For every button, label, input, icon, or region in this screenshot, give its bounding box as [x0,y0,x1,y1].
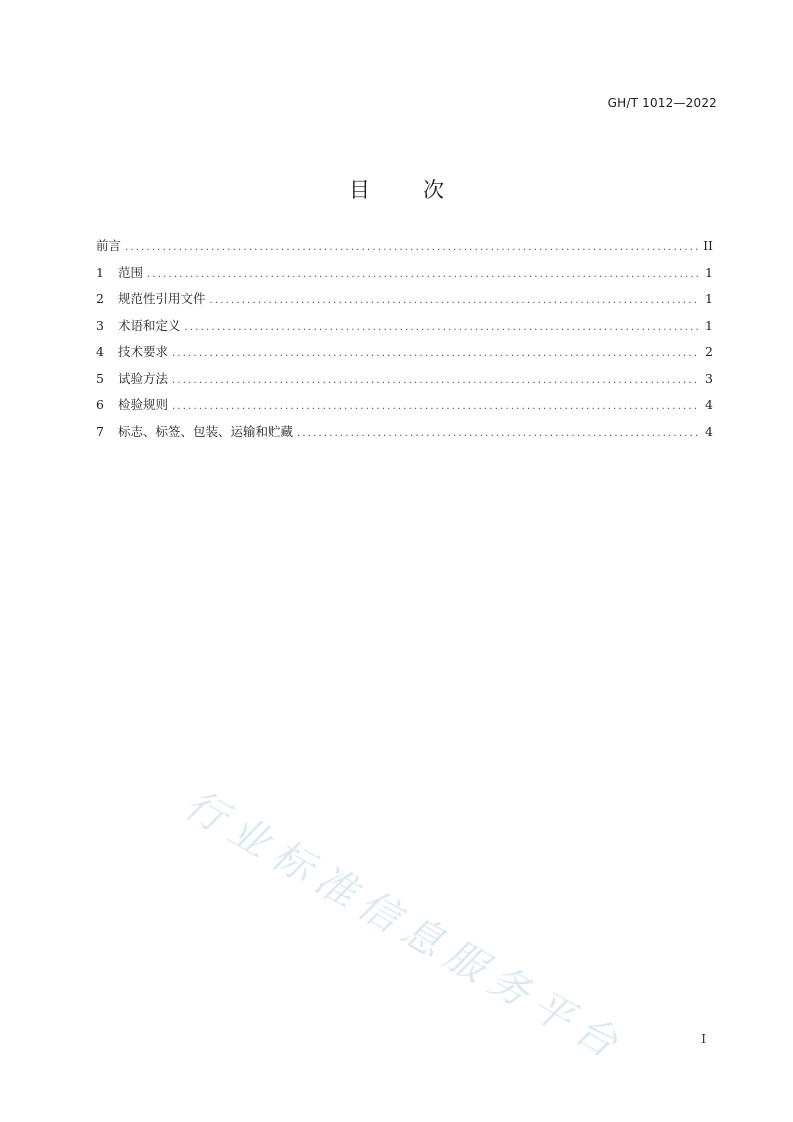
toc-entry-number: 3 [96,317,104,333]
toc-entry-page: 1 [705,317,713,333]
toc-entry-6[interactable] [96,395,713,422]
toc-entry-foreword[interactable] [96,236,713,263]
toc-entry-label: 术语和定义 [118,317,181,333]
toc-leader-dots [172,348,699,359]
toc-entry-4[interactable] [96,342,713,369]
toc-entry-2[interactable] [96,289,713,316]
toc-entry-label: 标志、标签、包装、运输和贮藏 [118,423,294,439]
toc-entry-3[interactable] [96,316,713,343]
toc-leader-dots [210,295,699,306]
page-title: 目 次 [349,178,460,202]
toc-leader-dots [185,322,699,333]
toc-entry-number: 4 [96,344,104,359]
toc-entry-number: 1 [96,264,104,280]
toc-leader-dots [147,269,699,280]
toc-entry-page: 2 [705,344,713,359]
toc-entry-label: 试验方法 [118,370,169,386]
toc-entry-page: 4 [705,423,713,439]
standard-code: GH/T 1012—2022 [607,96,717,110]
toc-leader-dots [125,242,699,253]
toc-entry-number: 6 [96,397,104,412]
toc-entry-page: 3 [705,370,713,386]
toc-leader-dots [172,401,699,412]
toc-entry-label: 技术要求 [118,344,169,359]
toc-entry-number: 5 [96,370,104,386]
toc-entry-7[interactable] [96,422,713,449]
toc-entry-number: 7 [96,423,104,439]
toc-leader-dots [297,428,699,439]
toc-entry-label: 前言 [96,238,122,253]
toc-entry-page: 1 [705,291,713,306]
page-number: I [701,1032,706,1046]
toc-entry-label: 范围 [118,264,144,280]
toc-entry-page: 4 [705,397,713,412]
toc-entry-1[interactable] [96,263,713,290]
toc-entry-page: II [703,238,713,253]
toc-entry-label: 规范性引用文件 [118,291,206,306]
watermark: 行业标准信息服务平台 [176,781,633,1072]
toc-entry-label: 检验规则 [118,397,169,412]
toc-leader-dots [172,375,699,386]
toc-entry-5[interactable] [96,369,713,396]
table-of-contents [96,236,713,448]
toc-entry-page: 1 [705,264,713,280]
toc-entry-number: 2 [96,291,104,306]
